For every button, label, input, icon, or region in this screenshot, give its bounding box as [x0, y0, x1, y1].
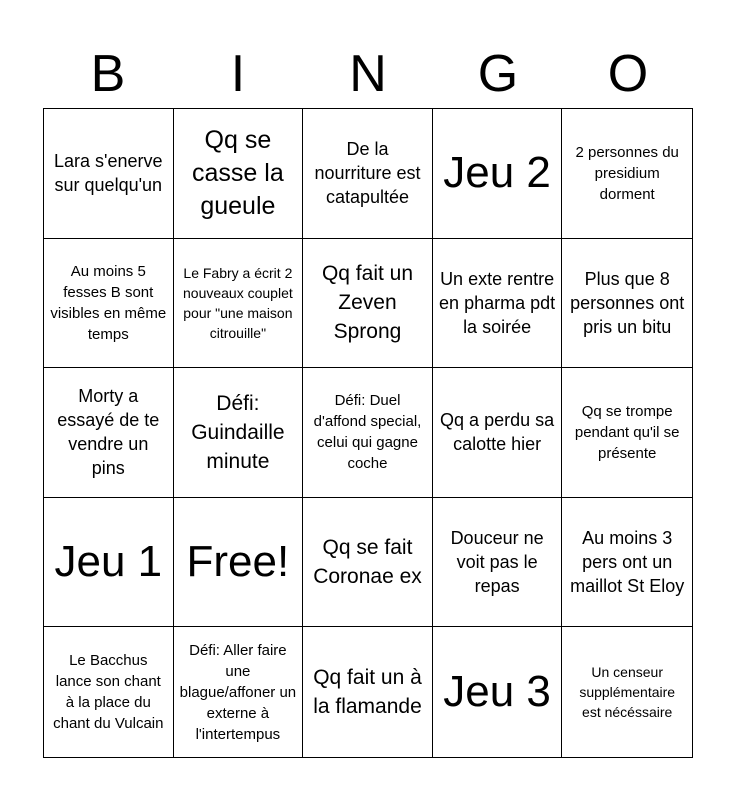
cell-text: Défi: Aller faire une blague/affoner un externe à l'intertempus	[179, 641, 297, 743]
cell-text: Jeu 1	[54, 537, 163, 587]
cell-text: Qq a perdu sa calotte hier	[440, 410, 555, 455]
free-space-text: Free!	[186, 537, 290, 587]
cell-text: Un censeur supplémentaire est nécéssaire	[579, 664, 676, 721]
cell-text: Qq se casse la gueule	[192, 125, 284, 220]
bingo-cell-r1c4[interactable]	[433, 109, 563, 239]
bingo-cell-r4c5[interactable]	[562, 498, 692, 628]
bingo-cell-r1c1[interactable]	[44, 109, 174, 239]
cell-text: Défi: Duel d'affond special, celui qui gagne coche	[313, 392, 422, 473]
bingo-cell-r2c3[interactable]	[303, 239, 433, 369]
bingo-cell-r5c1[interactable]	[44, 627, 174, 757]
cell-text: Jeu 3	[443, 667, 551, 717]
bingo-cell-r2c2[interactable]	[174, 239, 304, 369]
bingo-cell-r2c4[interactable]	[433, 239, 563, 369]
bingo-cell-r4c1[interactable]	[44, 498, 174, 628]
bingo-cell-r3c4[interactable]	[433, 368, 563, 498]
cell-text: Le Bacchus lance son chant à la place du chant du Vulcain	[53, 652, 164, 733]
bingo-grid	[43, 108, 693, 758]
bingo-cell-r5c2[interactable]	[174, 627, 304, 757]
bingo-cell-r5c4[interactable]	[433, 627, 563, 757]
cell-text: Morty a essayé de te vendre un pins	[57, 386, 160, 479]
cell-text: Qq se trompe pendant qu'il se présente	[574, 402, 680, 462]
cell-text: 2 personnes du presidium dorment	[575, 143, 679, 203]
header-letter-b: B	[90, 45, 126, 103]
header-letter-g: G	[477, 45, 519, 103]
header-letter-n: N	[349, 45, 387, 103]
cell-text: Un exte rentre en pharma pdt la soirée	[439, 268, 556, 337]
cell-text: Qq se fait Coronae ex	[313, 536, 422, 589]
bingo-cell-r5c5[interactable]	[562, 627, 692, 757]
bingo-cell-r1c2[interactable]	[174, 109, 304, 239]
bingo-cell-r4c3[interactable]	[303, 498, 433, 628]
bingo-cell-r4c2[interactable]	[174, 498, 304, 628]
bingo-cell-r3c1[interactable]	[44, 368, 174, 498]
cell-text: Au moins 3 pers ont un maillot St Eloy	[570, 528, 685, 597]
cell-text: Qq fait un à la flamande	[313, 666, 422, 719]
cell-text: Lara s'enerve sur quelqu'un	[54, 151, 163, 196]
bingo-cell-r1c5[interactable]	[562, 109, 692, 239]
cell-text: Jeu 2	[443, 148, 551, 198]
bingo-cell-r3c3[interactable]	[303, 368, 433, 498]
cell-text: Au moins 5 fesses B sont visibles en même temps	[50, 262, 167, 343]
bingo-cell-r1c3[interactable]	[303, 109, 433, 239]
bingo-header	[43, 40, 693, 108]
bingo-cell-r4c4[interactable]	[433, 498, 563, 628]
bingo-cell-r3c2[interactable]	[174, 368, 304, 498]
bingo-cell-r2c5[interactable]	[562, 239, 692, 369]
cell-text: Qq fait un Zeven Sprong	[321, 262, 414, 344]
bingo-cell-r5c3[interactable]	[303, 627, 433, 757]
cell-text: De la nourriture est catapultée	[314, 139, 421, 208]
cell-text: Plus que 8 personnes ont pris un bitu	[570, 268, 685, 337]
bingo-cell-r2c1[interactable]	[44, 239, 174, 369]
header-letter-o: O	[607, 45, 649, 103]
cell-text: Douceur ne voit pas le repas	[450, 528, 544, 597]
header-letter-i: I	[230, 45, 246, 103]
bingo-cell-r3c5[interactable]	[562, 368, 692, 498]
cell-text: Défi: Guindaille minute	[191, 391, 285, 473]
cell-text: Le Fabry a écrit 2 nouveaux couplet pour "une maison citrouille"	[183, 264, 293, 341]
